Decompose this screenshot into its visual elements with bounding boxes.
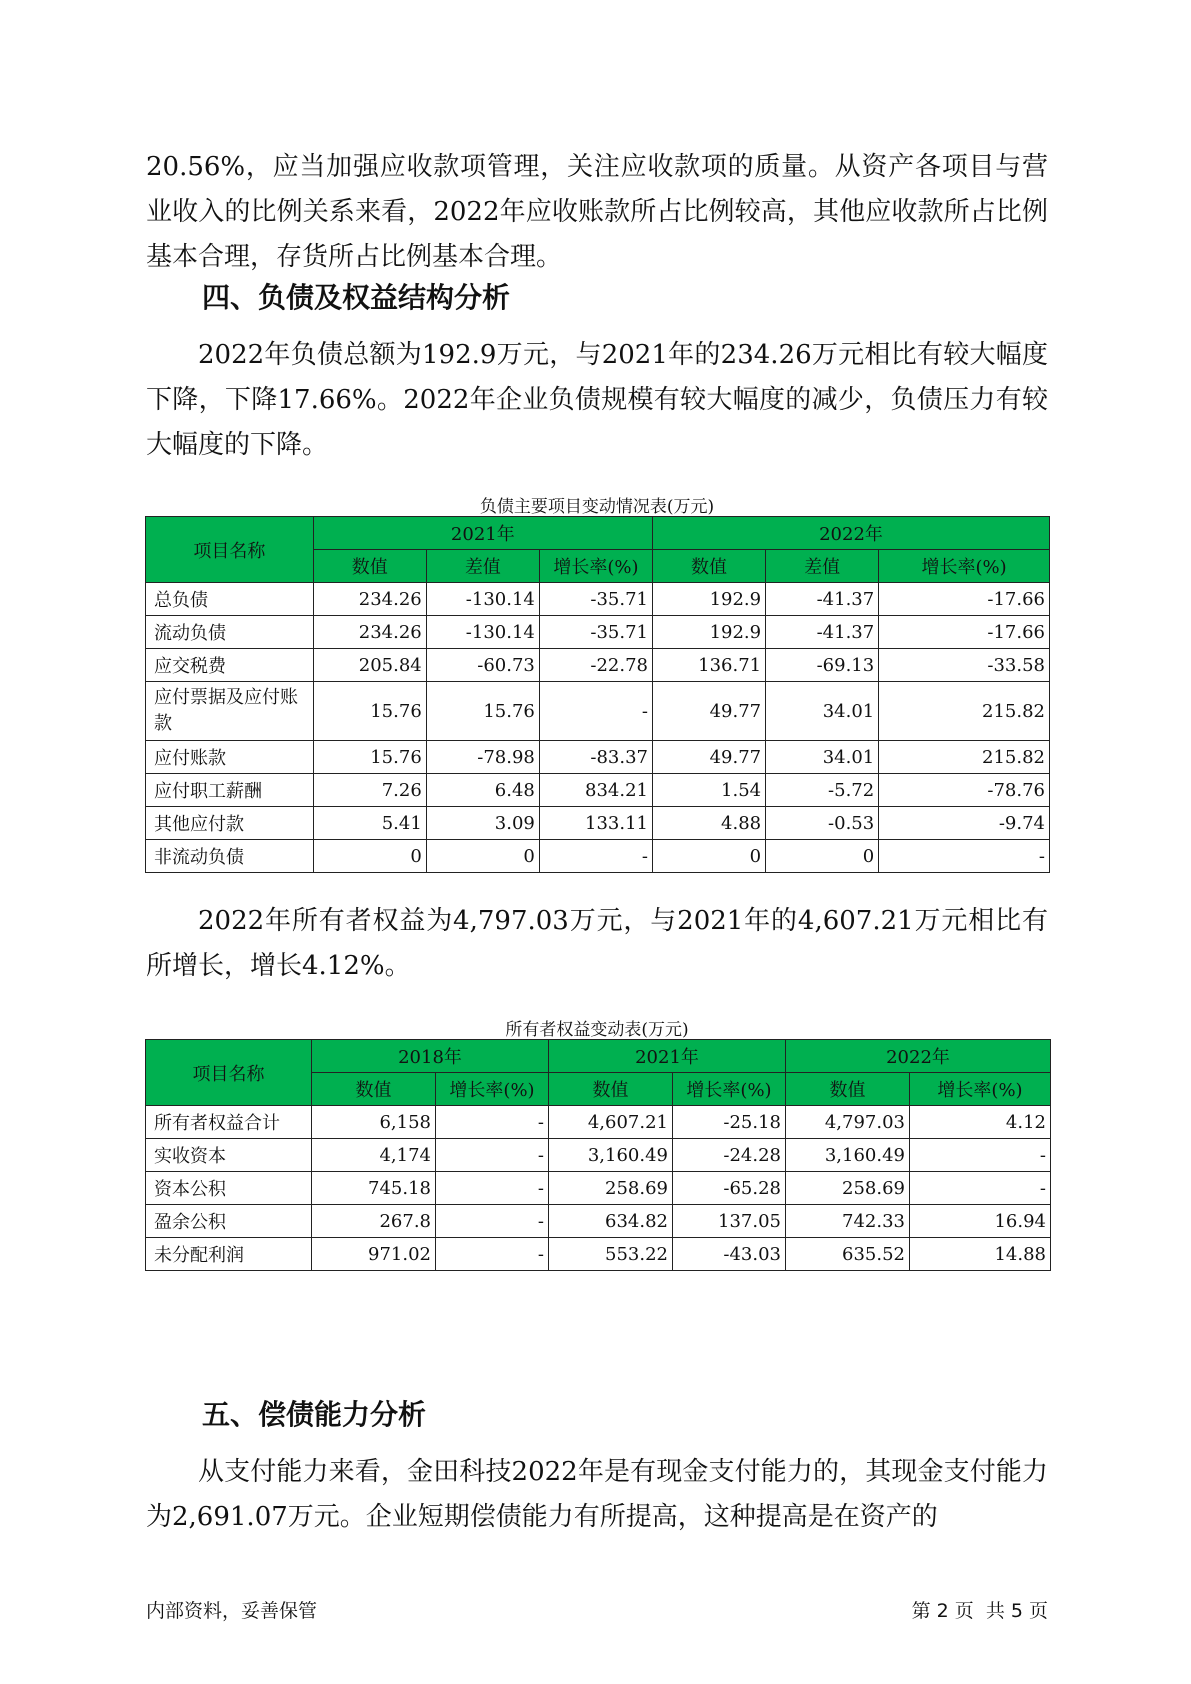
table-row bbox=[146, 1172, 1051, 1205]
cell: 49.77 bbox=[653, 741, 766, 774]
cell: 215.82 bbox=[879, 741, 1050, 774]
equity-table bbox=[145, 1039, 1051, 1271]
cell: -0.53 bbox=[766, 807, 879, 840]
cell: 4.88 bbox=[653, 807, 766, 840]
row-name: 资本公积 bbox=[146, 1172, 312, 1205]
equity-sub-header: 数值 bbox=[312, 1073, 436, 1106]
cell: 0 bbox=[313, 840, 426, 873]
cell: 1.54 bbox=[653, 774, 766, 807]
equity-year-header: 2021年 bbox=[549, 1040, 786, 1073]
table-row bbox=[146, 649, 1050, 682]
equity-name-header: 项目名称 bbox=[146, 1040, 312, 1106]
row-name: 实收资本 bbox=[146, 1139, 312, 1172]
row-name: 应交税费 bbox=[146, 649, 314, 682]
equity-sub-header: 数值 bbox=[786, 1073, 910, 1106]
cell: 14.88 bbox=[910, 1238, 1051, 1271]
cell: -60.73 bbox=[426, 649, 539, 682]
cell: -130.14 bbox=[426, 616, 539, 649]
cell: 3,160.49 bbox=[786, 1139, 910, 1172]
row-name: 所有者权益合计 bbox=[146, 1106, 312, 1139]
cell: - bbox=[910, 1139, 1051, 1172]
table-row bbox=[146, 774, 1050, 807]
cell: -43.03 bbox=[673, 1238, 786, 1271]
cell: 34.01 bbox=[766, 682, 879, 741]
cell: -33.58 bbox=[879, 649, 1050, 682]
cell: 6.48 bbox=[426, 774, 539, 807]
equity-sub-header: 增长率(%) bbox=[436, 1073, 549, 1106]
cell: 258.69 bbox=[549, 1172, 673, 1205]
cell: -5.72 bbox=[766, 774, 879, 807]
equity-year-header: 2022年 bbox=[786, 1040, 1051, 1073]
cell: - bbox=[910, 1172, 1051, 1205]
table-row bbox=[146, 807, 1050, 840]
cell: 4.12 bbox=[910, 1106, 1051, 1139]
cell: -22.78 bbox=[539, 649, 652, 682]
cell: -78.76 bbox=[879, 774, 1050, 807]
cell: 15.76 bbox=[313, 682, 426, 741]
liability-sub-header: 差值 bbox=[766, 550, 879, 583]
cell: 635.52 bbox=[786, 1238, 910, 1271]
cell: 5.41 bbox=[313, 807, 426, 840]
table-row bbox=[146, 1106, 1051, 1139]
cell: 234.26 bbox=[313, 583, 426, 616]
cell: - bbox=[879, 840, 1050, 873]
section-heading-liability-equity: 四、负债及权益结构分析 bbox=[202, 281, 511, 314]
equity-year-header: 2018年 bbox=[312, 1040, 549, 1073]
footer-confidential-note: 内部资料，妥善保管 bbox=[146, 1600, 318, 1622]
row-name: 总负债 bbox=[146, 583, 314, 616]
table-row bbox=[146, 682, 1050, 741]
cell: 0 bbox=[766, 840, 879, 873]
equity-table-caption: 所有者权益变动表(万元) bbox=[505, 1020, 689, 1040]
cell: 267.8 bbox=[312, 1205, 436, 1238]
equity-sub-header: 增长率(%) bbox=[673, 1073, 786, 1106]
cell: - bbox=[436, 1106, 549, 1139]
cell: 4,607.21 bbox=[549, 1106, 673, 1139]
liability-name-header: 项目名称 bbox=[146, 517, 314, 583]
table-row bbox=[146, 1139, 1051, 1172]
table-row bbox=[146, 1238, 1051, 1271]
equity-sub-header: 数值 bbox=[549, 1073, 673, 1106]
cell: 15.76 bbox=[313, 741, 426, 774]
liability-sub-header: 增长率(%) bbox=[879, 550, 1050, 583]
row-name: 盈余公积 bbox=[146, 1205, 312, 1238]
cell: 136.71 bbox=[653, 649, 766, 682]
cell: -41.37 bbox=[766, 583, 879, 616]
cell: 7.26 bbox=[313, 774, 426, 807]
liability-sub-header: 增长率(%) bbox=[539, 550, 652, 583]
cell: -35.71 bbox=[539, 583, 652, 616]
table-row bbox=[146, 583, 1050, 616]
liability-sub-header: 差值 bbox=[426, 550, 539, 583]
cell: 971.02 bbox=[312, 1238, 436, 1271]
row-name: 流动负债 bbox=[146, 616, 314, 649]
cell: 6,158 bbox=[312, 1106, 436, 1139]
cell: -41.37 bbox=[766, 616, 879, 649]
cell: 745.18 bbox=[312, 1172, 436, 1205]
liability-table bbox=[145, 516, 1050, 873]
row-name: 其他应付款 bbox=[146, 807, 314, 840]
cell: 192.9 bbox=[653, 616, 766, 649]
paragraph-receivables: 20.56%，应当加强应收款项管理，关注应收款项的质量。从资产各项目与营业收入的比例关系来看，2022年应收账款所占比例较高，其他应收款所占比例基本合理，存货所占比例基本合理。 bbox=[146, 152, 1048, 272]
cell: 16.94 bbox=[910, 1205, 1051, 1238]
cell: 3.09 bbox=[426, 807, 539, 840]
cell: -9.74 bbox=[879, 807, 1050, 840]
cell: 137.05 bbox=[673, 1205, 786, 1238]
cell: -69.13 bbox=[766, 649, 879, 682]
cell: 133.11 bbox=[539, 807, 652, 840]
cell: 258.69 bbox=[786, 1172, 910, 1205]
cell: 634.82 bbox=[549, 1205, 673, 1238]
paragraph-liability-summary: 2022年负债总额为192.9万元，与2021年的234.26万元相比有较大幅度下降，下降17.66%。2022年企业负债规模有较大幅度的减少，负债压力有较大幅度的下降。 bbox=[146, 340, 1048, 460]
cell: -65.28 bbox=[673, 1172, 786, 1205]
paragraph-equity-summary: 2022年所有者权益为4,797.03万元，与2021年的4,607.21万元相比有所增长，增长4.12%。 bbox=[146, 906, 1048, 981]
row-name: 应付账款 bbox=[146, 741, 314, 774]
liability-table-caption: 负债主要项目变动情况表(万元) bbox=[479, 497, 715, 517]
cell: 0 bbox=[426, 840, 539, 873]
cell: - bbox=[436, 1139, 549, 1172]
cell: - bbox=[436, 1172, 549, 1205]
cell: 4,797.03 bbox=[786, 1106, 910, 1139]
paragraph-solvency: 从支付能力来看，金田科技2022年是有现金支付能力的，其现金支付能力为2,691.07万元。企业短期偿债能力有所提高，这种提高是在资产的 bbox=[146, 1457, 1048, 1532]
cell: - bbox=[539, 840, 652, 873]
cell: -25.18 bbox=[673, 1106, 786, 1139]
liability-sub-header: 数值 bbox=[313, 550, 426, 583]
cell: 0 bbox=[653, 840, 766, 873]
cell: -78.98 bbox=[426, 741, 539, 774]
cell: 742.33 bbox=[786, 1205, 910, 1238]
row-name: 应付职工薪酬 bbox=[146, 774, 314, 807]
liability-year-header: 2022年 bbox=[653, 517, 1050, 550]
cell: - bbox=[539, 682, 652, 741]
cell: -24.28 bbox=[673, 1139, 786, 1172]
table-row bbox=[146, 741, 1050, 774]
row-name: 非流动负债 bbox=[146, 840, 314, 873]
cell: -35.71 bbox=[539, 616, 652, 649]
cell: 234.26 bbox=[313, 616, 426, 649]
liability-year-header: 2021年 bbox=[313, 517, 652, 550]
cell: -17.66 bbox=[879, 583, 1050, 616]
cell: 3,160.49 bbox=[549, 1139, 673, 1172]
cell: -130.14 bbox=[426, 583, 539, 616]
liability-sub-header: 数值 bbox=[653, 550, 766, 583]
cell: 553.22 bbox=[549, 1238, 673, 1271]
cell: 15.76 bbox=[426, 682, 539, 741]
cell: 49.77 bbox=[653, 682, 766, 741]
cell: - bbox=[436, 1205, 549, 1238]
section-heading-solvency: 五、偿债能力分析 bbox=[202, 1398, 427, 1431]
cell: - bbox=[436, 1238, 549, 1271]
cell: 205.84 bbox=[313, 649, 426, 682]
table-row bbox=[146, 840, 1050, 873]
cell: 192.9 bbox=[653, 583, 766, 616]
cell: 215.82 bbox=[879, 682, 1050, 741]
table-row bbox=[146, 1205, 1051, 1238]
row-name: 应付票据及应付账款 bbox=[146, 682, 314, 741]
cell: 4,174 bbox=[312, 1139, 436, 1172]
table-row bbox=[146, 616, 1050, 649]
cell: -17.66 bbox=[879, 616, 1050, 649]
cell: -83.37 bbox=[539, 741, 652, 774]
footer-page-number: 第 2 页 共 5 页 bbox=[911, 1600, 1048, 1622]
equity-sub-header: 增长率(%) bbox=[910, 1073, 1051, 1106]
cell: 834.21 bbox=[539, 774, 652, 807]
row-name: 未分配利润 bbox=[146, 1238, 312, 1271]
cell: 34.01 bbox=[766, 741, 879, 774]
